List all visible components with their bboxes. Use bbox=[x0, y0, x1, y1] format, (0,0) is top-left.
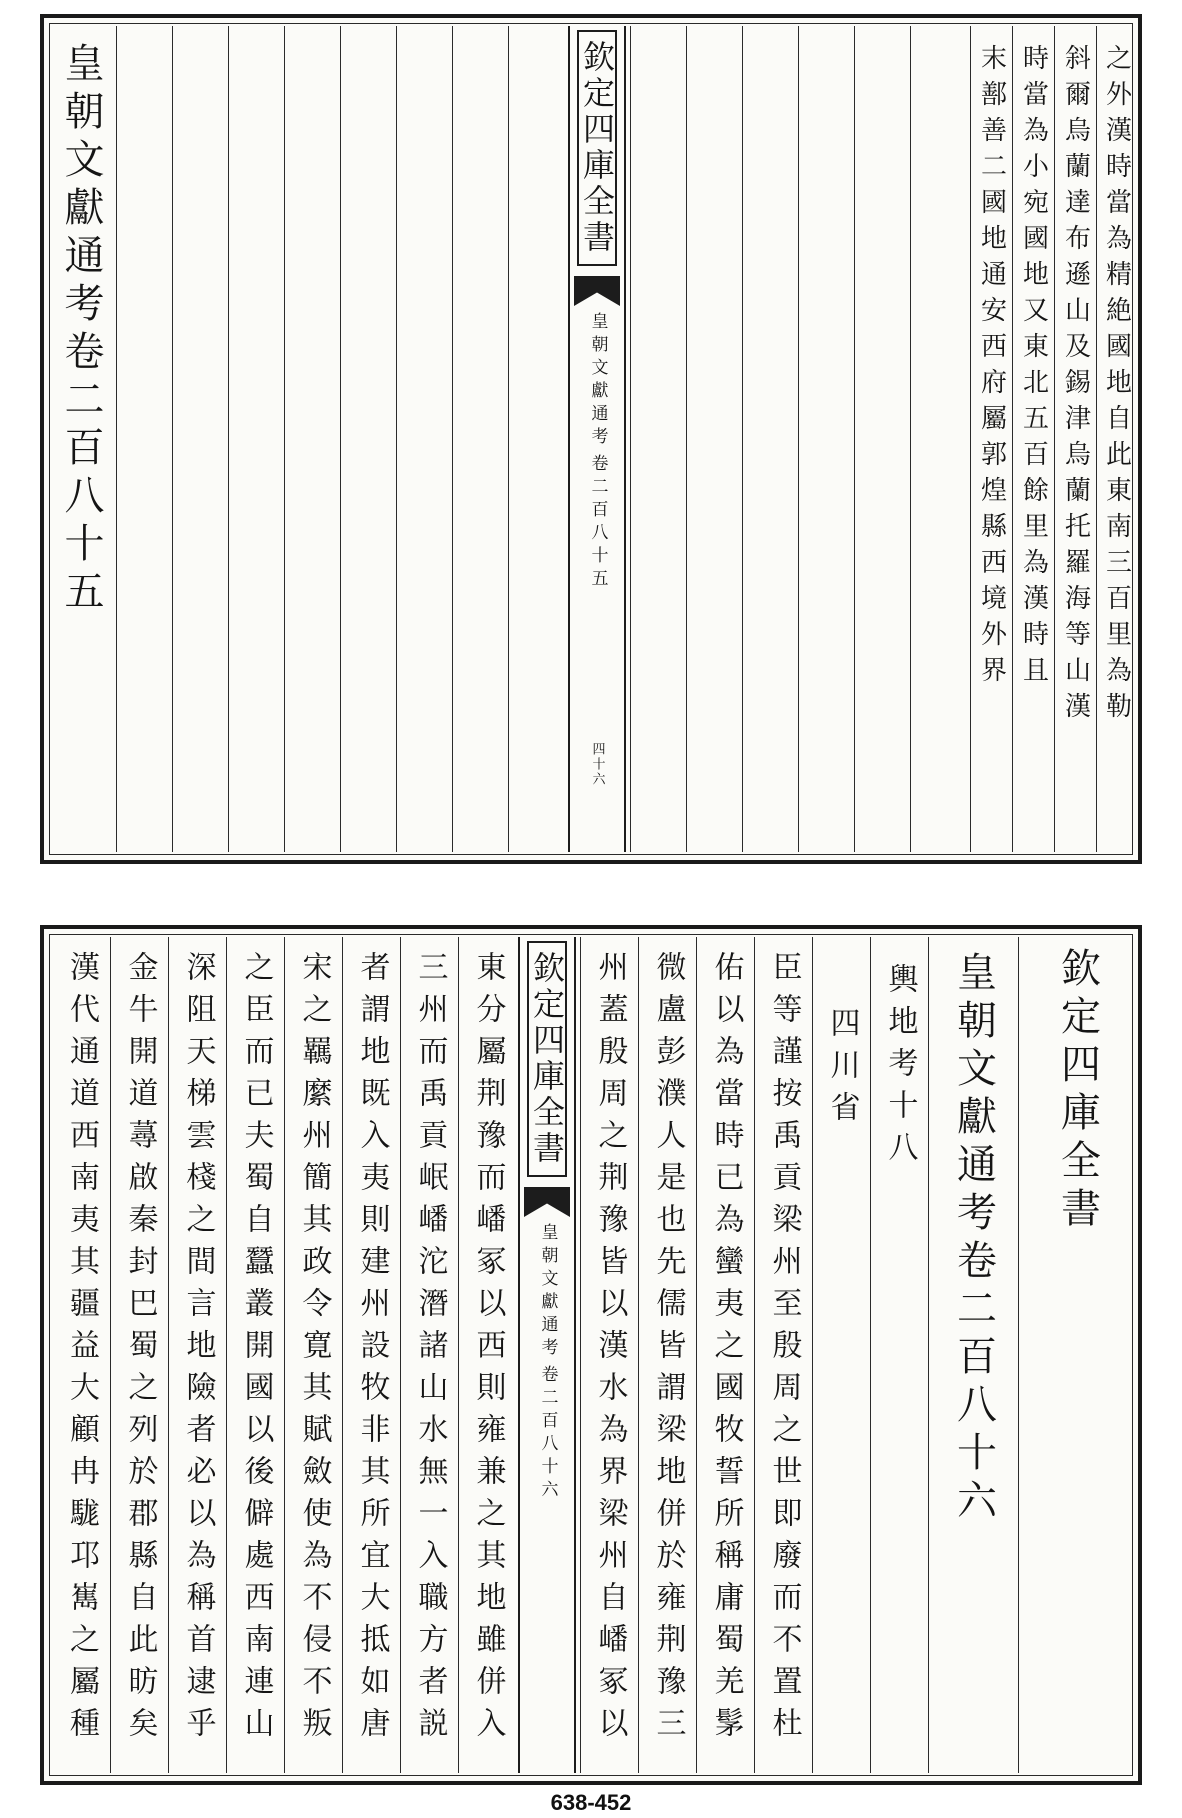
top-page bbox=[40, 14, 1142, 864]
blank-column bbox=[396, 26, 452, 852]
page-number: 638-452 bbox=[550, 1790, 632, 1815]
bottom-header-title: 欽定四庫全書 bbox=[1054, 947, 1101, 1235]
bottom-gutter-title: 欽定四庫全書 bbox=[528, 951, 566, 1167]
blank-column bbox=[452, 26, 508, 852]
section-heading: 輿地考十八 bbox=[882, 963, 918, 1173]
blank-column bbox=[686, 26, 742, 852]
top-gutter-juan: 卷二百八十五 bbox=[587, 454, 608, 592]
bottom-text-column bbox=[580, 937, 638, 1773]
blank-column bbox=[284, 26, 340, 852]
blank-column bbox=[340, 26, 396, 852]
top-text-line: 時當為小宛國地又東北五百餘里為漢時且 bbox=[1018, 44, 1049, 692]
bottom-text-line: 深阻天梯雲棧之間言地險者必以為稱首逮乎 bbox=[180, 951, 216, 1749]
header-title-column bbox=[1018, 937, 1136, 1773]
blank-column bbox=[116, 26, 172, 852]
blank-column bbox=[508, 26, 564, 852]
province-column bbox=[812, 937, 870, 1773]
top-gutter-book: 皇朝文獻通考 bbox=[587, 312, 608, 450]
bottom-text-line: 者謂地既入夷則建州設牧非其所宜大抵如唐 bbox=[354, 951, 390, 1749]
bottom-text-line: 宋之羈縻州簡其政令寛其賦斂使為不侵不叛 bbox=[296, 951, 332, 1749]
top-text-line: 之外漢時當為精絶國地自此東南三百里為勒 bbox=[1101, 44, 1132, 728]
bottom-text-line: 州蓋殷周之荆豫皆以漢水為界梁州自嶓冢以 bbox=[592, 951, 628, 1749]
top-volume-title: 皇朝文獻通考卷二百八十五 bbox=[58, 42, 104, 618]
blank-column bbox=[228, 26, 284, 852]
bottom-text-line: 三州而禹貢岷嶓沱潛諸山水無一入職方者説 bbox=[412, 951, 448, 1749]
bottom-text-column bbox=[52, 937, 110, 1773]
bottom-volume-title: 皇朝文獻通考卷二百八十六 bbox=[950, 951, 997, 1527]
province-heading: 四川省 bbox=[824, 1007, 860, 1133]
bottom-text-line: 東分屬荆豫而嶓冢以西則雍兼之其地雖併入 bbox=[470, 951, 506, 1749]
top-gutter bbox=[568, 26, 626, 852]
top-gutter-title-box bbox=[577, 30, 617, 266]
top-volume-title-column bbox=[52, 26, 110, 852]
top-text-line: 末鄯善二國地通安西府屬郭煌縣西境外界 bbox=[976, 44, 1007, 692]
bottom-text-column bbox=[458, 937, 516, 1773]
blank-column bbox=[742, 26, 798, 852]
top-text-line: 斜爾烏蘭達布遜山及錫津烏蘭托羅海等山漢 bbox=[1060, 44, 1091, 728]
bottom-text-column bbox=[168, 937, 226, 1773]
top-gutter-leaf: 四十六 bbox=[589, 742, 605, 787]
bottom-gutter-juan: 卷二百八十六 bbox=[537, 1365, 558, 1503]
top-gutter-title: 欽定四庫全書 bbox=[578, 40, 616, 256]
blank-column bbox=[798, 26, 854, 852]
bottom-text-column bbox=[400, 937, 458, 1773]
bottom-page bbox=[40, 925, 1142, 1785]
blank-column bbox=[172, 26, 228, 852]
bottom-text-column bbox=[342, 937, 400, 1773]
bottom-text-column bbox=[696, 937, 754, 1773]
bottom-text-column bbox=[110, 937, 168, 1773]
bottom-text-line: 之臣而已夫蜀自蠶叢開國以後僻處西南連山 bbox=[238, 951, 274, 1749]
blank-column bbox=[910, 26, 966, 852]
fishtail-icon bbox=[524, 1187, 570, 1217]
blank-column bbox=[630, 26, 686, 852]
top-text-column bbox=[970, 26, 1012, 852]
bottom-text-line: 臣等謹按禹貢梁州至殷周之世即廢而不置杜 bbox=[766, 951, 802, 1749]
bottom-text-line: 漢代通道西南夷其疆益大顧冉駹邛嶲之屬種 bbox=[64, 951, 99, 1749]
volume-title-column bbox=[928, 937, 1018, 1773]
blank-column bbox=[854, 26, 910, 852]
bottom-text-column bbox=[754, 937, 812, 1773]
bottom-text-line: 微盧彭濮人是也先儒皆謂梁地併於雍荆豫三 bbox=[650, 951, 686, 1749]
bottom-gutter bbox=[518, 937, 576, 1773]
bottom-text-line: 佑以為當時已為蠻夷之國牧誓所稱庸蜀羌髳 bbox=[708, 951, 744, 1749]
section-column bbox=[870, 937, 928, 1773]
top-text-column bbox=[1096, 26, 1136, 852]
bottom-gutter-book: 皇朝文獻通考 bbox=[537, 1223, 558, 1361]
fishtail-icon bbox=[574, 276, 620, 306]
bottom-text-line: 金牛開道蕁啟秦封巴蜀之列於郡縣自此昉矣 bbox=[122, 951, 158, 1749]
bottom-text-column bbox=[284, 937, 342, 1773]
top-text-column bbox=[1054, 26, 1096, 852]
bottom-text-column bbox=[638, 937, 696, 1773]
bottom-gutter-title-box bbox=[527, 941, 567, 1177]
bottom-text-column bbox=[226, 937, 284, 1773]
top-text-column bbox=[1012, 26, 1054, 852]
